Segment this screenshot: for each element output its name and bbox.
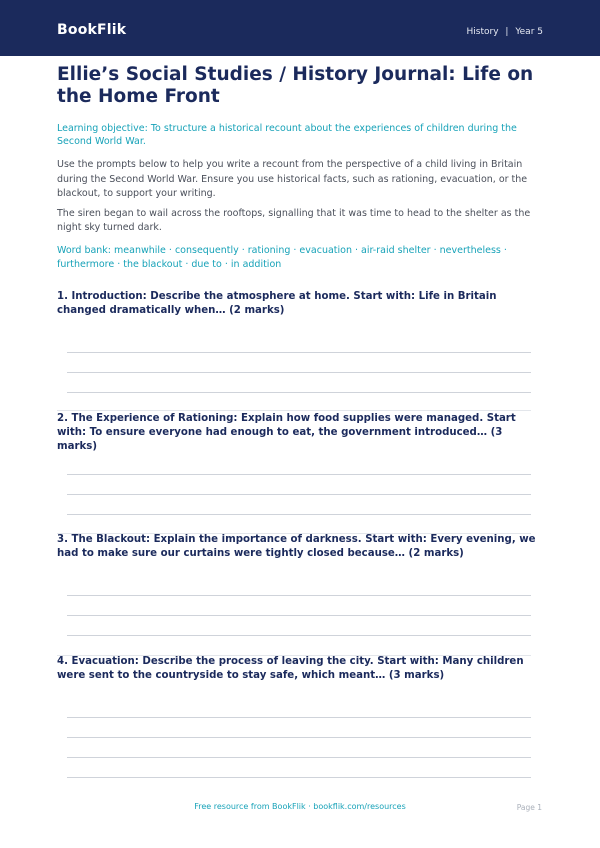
question-4: [57, 655, 543, 785]
answer-line[interactable]: [67, 595, 531, 596]
answer-line[interactable]: [67, 392, 531, 393]
subject-year-label: [467, 27, 543, 37]
crumb-separator: |: [505, 27, 509, 37]
question-2: [57, 412, 543, 534]
answer-line[interactable]: [67, 615, 531, 616]
top-banner: [0, 0, 600, 56]
question-3: [57, 533, 543, 655]
footer-resource-link[interactable]: Free resource from BookFlik · bookflik.com/resources: [194, 802, 406, 811]
question-prompt: 2. The Experience of Rationing: Explain how food supplies were managed. Start with: To ensure everyone had enough to eat, the government introduced… (3 marks): [57, 413, 516, 452]
answer-area[interactable]: [67, 464, 531, 514]
question-1: [57, 290, 543, 412]
answer-line[interactable]: [67, 514, 531, 515]
answer-area[interactable]: [67, 342, 531, 392]
word-bank: Word bank: meanwhile · consequently · rationing · evacuation · air-raid shelter · nevertheless · furthermore · the blackout · due to · in addition: [57, 245, 507, 270]
answer-area[interactable]: [67, 707, 531, 777]
answer-line[interactable]: [67, 777, 531, 778]
subject-label: History: [466, 27, 499, 37]
year-label: Year 5: [515, 27, 543, 37]
instructions-paragraph: Use the prompts below to help you write a recount from the perspective of a child living in Britain during the Second World War. Ensure you use historical facts, such as rationing, evacuation, or the blackout, to support your writing.: [57, 159, 528, 199]
answer-area[interactable]: [67, 585, 531, 635]
question-prompt: 3. The Blackout: Explain the importance of darkness. Start with: Every evening, we had to make sure our curtains were tightly closed because… (2 marks): [57, 534, 536, 559]
answer-line[interactable]: [67, 635, 531, 636]
answer-line[interactable]: [67, 494, 531, 495]
section-divider: [57, 410, 531, 411]
page-number: Page 1: [516, 803, 542, 812]
learning-objective: Learning objective: To structure a historical recount about the experiences of children during the Second World War.: [57, 123, 517, 147]
question-prompt: 4. Evacuation: Describe the process of leaving the city. Start with: Many children were sent to the countryside to stay safe, which meant… (3 marks): [57, 656, 524, 681]
story-opening: The siren began to wail across the rooftops, signalling that it was time to head to the shelter as the night sky turned dark.: [57, 208, 531, 233]
answer-line[interactable]: [67, 372, 531, 373]
answer-line[interactable]: [67, 352, 531, 353]
page-title: Ellie’s Social Studies / History Journal: Life on the Home Front: [57, 64, 534, 107]
answer-line[interactable]: [67, 717, 531, 718]
answer-line[interactable]: [67, 474, 531, 475]
answer-line[interactable]: [67, 737, 531, 738]
answer-line[interactable]: [67, 757, 531, 758]
question-prompt: 1. Introduction: Describe the atmosphere at home. Start with: Life in Britain changed dramatically when… (2 marks): [57, 291, 497, 316]
brand-logo[interactable]: BookFlik: [57, 22, 127, 38]
